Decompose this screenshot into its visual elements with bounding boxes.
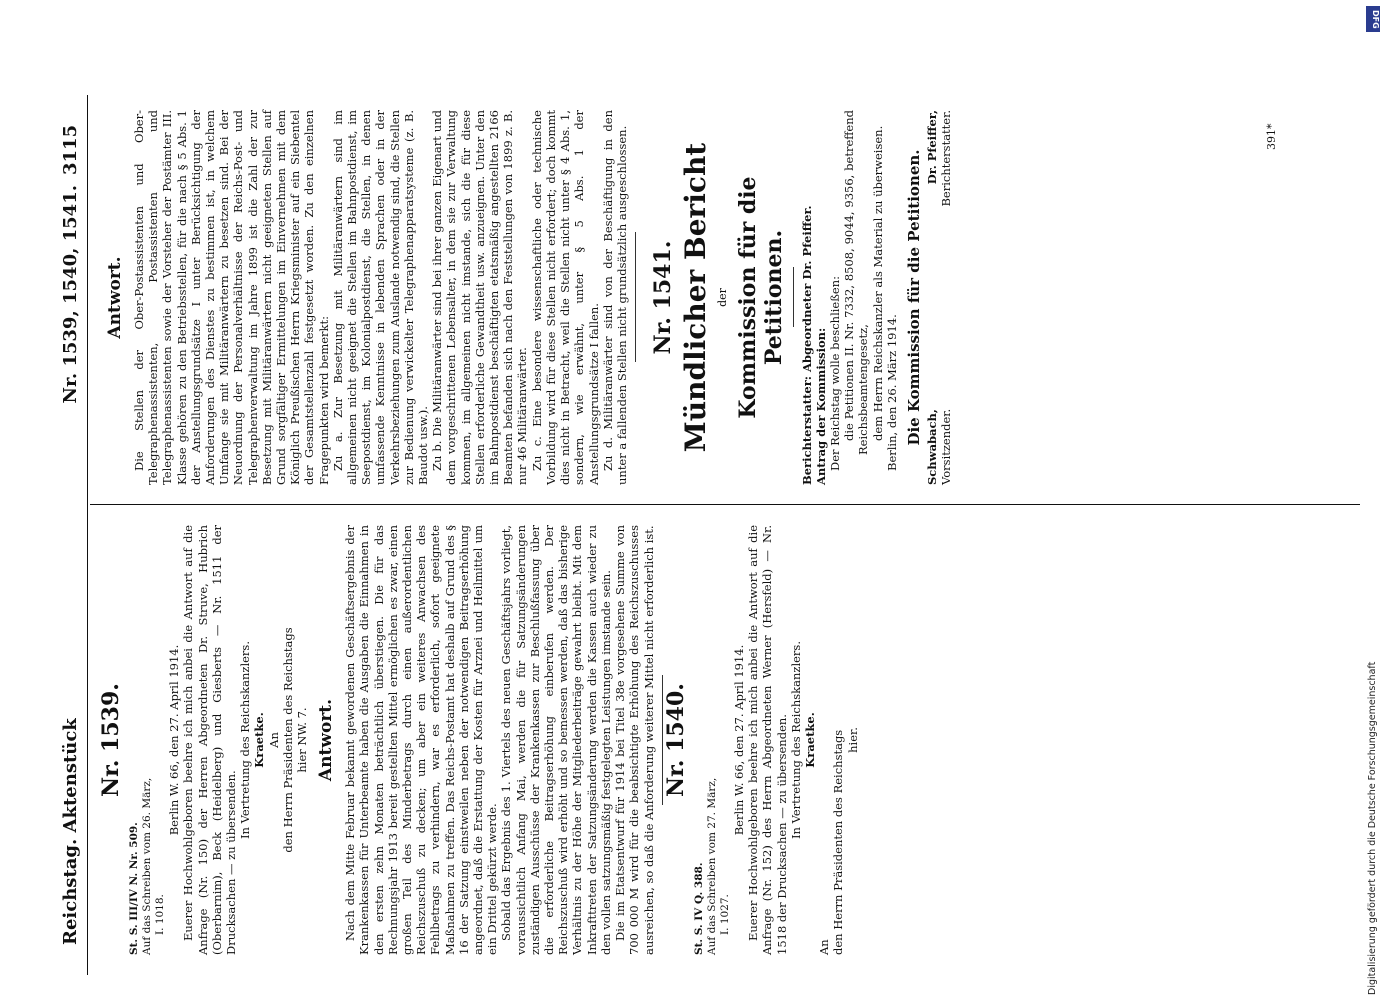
reporter-role: Berichterstatter. (939, 110, 954, 207)
doc-1540-ref: St. S. IV Q. 388. (692, 862, 705, 955)
doc-1541-date: Berlin, den 26. März 1914. (884, 314, 899, 471)
doc-1540-ref3: I. 1027. (718, 894, 731, 935)
doc-1539-answer-p1: Nach dem Mitte Februar bekannt gewordenen Geschäftsergebnis der Krankenkassen für Unterbeamte haben die Ausgaben die Einnahmen in den ersten zehn Monaten beträchtlich überstiegen. Die für das Rechnungsjahr 1913 bereit gestellten Mittel ermöglichen es zwar, einen großen Teil des Minderbetrags durch einen außerordentlichen Reichszuschuß zu decken; um aber ein weiteres Anwachsen des Fehlbetrags zu verhindern, war es erforderlich, sofort geeignete Maßnahmen zu treffen. Das Reichs-Postamt hat deshalb auf Grund des § 16 der Satzung einstweilen neben der notwendigen Beitragserhöhung angeordnet, daß die Erstattung der Kosten für Arznei und Heilmittel um ein Drittel gekürzt werde. (343, 525, 500, 955)
column-divider (90, 504, 1360, 505)
right-answer-p1: Die Stellen der Ober-Postassistenten und Ober-Telegraphenassistenten, Postassistenten und Telegraphenassistenten sowie der Vorsteher der Postämter III. Klasse gehören zu den Betriebsstellen, für die nach § 5 Abs. 1 der Anstellungsgrundsätze I unter Berücksichtigung der Anforderungen des Dienstes zu bestimmen ist, in welchem Umfange sie mit Militäranwärtern zu besetzen sind. Bei der Neuordnung der Personalverhältnisse der Reichs-Post- und Telegraphenverwaltung im Jahre 1899 ist die Zahl der zur Besetzung mit Militäranwärtern nicht geeigneten Stellen auf Grund sorgfältiger Ermittelungen im Einvernehmen mit dem Königlich Preußischen Herrn Kriegsminister auf ein Siebentel der Gesamtstellenzahl festgesetzt worden. Zu den einzelnen Fragepunkten wird bemerkt: (132, 110, 331, 485)
right-answer-p2: Zu a. Zur Besetzung mit Militäranwärtern sind im allgemeinen nicht geeignet die Stellen im Bahnpostdienst, im Seepostdienst, im Kolonialpostdienst, die Stellen, in denen umfassende Kenntnisse in lebenden Sprachen oder in der Verkehrsbeziehungen zum Auslande notwendig sind, die Stellen zur Bedienung verwickelter Telegraphenapparatsysteme (z. B. Baudot usw.). (330, 110, 431, 485)
short-rule (793, 268, 794, 328)
doc-1540-signer: Kraetke. (802, 712, 817, 768)
doc-1539-answer-title: Antwort. (316, 698, 337, 782)
doc-1539-date: Berlin W. 66, den 27. April 1914. (167, 644, 182, 836)
doc-1540-body: Euerer Hochwohlgeboren beehre ich mich anbei die Antwort auf die Anfrage (Nr. 152) des Herrn Abgeordneten Werner (Hersfeld) — Nr. 1518 der Drucksachen — zu übersenden. (746, 525, 789, 955)
dfg-logo: DFG (1366, 6, 1380, 32)
doc-1541-commission: Die Kommission für die Petitionen. (904, 149, 923, 446)
doc-1540-ref2: Auf das Schreiben vom 27. März, (705, 777, 718, 955)
doc-1539-to: An (266, 732, 281, 748)
right-column (98, 110, 954, 485)
doc-1539-number: Nr. 1539. (98, 683, 124, 797)
page-number: 3115 (60, 124, 81, 175)
doc-1541-title: Mündlicher Bericht (679, 142, 713, 453)
doc-1541-der: der (716, 288, 730, 307)
doc-1540-to: An (817, 939, 832, 955)
doc-1541-subtitle: Kommission für die Petitionen. (734, 176, 787, 419)
doc-1540-recipient: den Herrn Präsidenten des Reichstags (831, 729, 846, 955)
doc-1539-answer-p3: Die im Etatsentwurf für 1914 bei Titel 38e vorgesehene Summe von 700 000 M wird für die beabsichtigte Erhöhung des Reichszuschusses ausreichen, so daß die Anforderung weiterer Mittel nicht erforderlich ist. (613, 525, 656, 955)
doc-1541-motion-intro: Der Reichstag wolle beschließen: (827, 276, 842, 471)
doc-1539-answer-p2: Sobald das Ergebnis des 1. Viertels des neuen Geschäftsjahrs vorliegt, voraussichtlich Anfang Mai, werden die für Satzungsänderungen zuständigen Ausschüsse der Krankenkassen zur Beschlußfassung über die erforderliche Beitragserhöhung einberufen werden. Der Reichszuschuß wird erhöht und so bemessen werden, daß das bisherige Verhältnis zu der Höhe der Mitgliederbeiträge gewahrt bleibt. Mit dem Inkrafttreten der Satzungsänderung werden die Kassen auch wieder zu den vollen satzungsmäßig festgelegten Leistungen imstande sein. (499, 525, 613, 955)
digitization-note: Digitalisierung gefördert durch die Deutsche Forschungsgemeinschaft (1367, 661, 1378, 995)
doc-1541-motion-title: Antrag der Kommission: (813, 327, 828, 485)
doc-1540-date: Berlin W. 66, den 27. April 1914. (731, 644, 746, 836)
chair-role: Vorsitzender. (939, 408, 954, 485)
doc-1540-recipient2: hier. (845, 727, 860, 753)
doc-1539-ref3: I. 1018. (154, 894, 167, 935)
doc-1539-closing: In Vertretung des Reichskanzlers. (238, 641, 253, 839)
doc-1541-motion-body2: dem Herrn Reichskanzler als Material zu überweisen. (870, 125, 885, 441)
doc-1541-reporter: Berichterstatter: Abgeordneter Dr. Pfeiffer. (799, 205, 814, 485)
chair-name: Schwabach, (925, 409, 940, 485)
doc-1539-ref2: Auf das Schreiben vom 26. März, (141, 777, 154, 955)
header-rule (87, 95, 88, 975)
doc-1539-recipient: den Herrn Präsidenten des Reichstags (280, 627, 295, 853)
rotated-page-content (60, 95, 1360, 975)
separator-rule-right (635, 233, 636, 363)
reporter-name: Dr. Pfeiffer, (925, 110, 940, 185)
doc-1539-body: Euerer Hochwohlgeboren beehre ich mich anbei die Antwort auf die Anfrage (Nr. 150) der Herren Abgeordneten Dr. Struve, Hubrich (Oberbarnim), Beck (Heidelberg) und Giesberts — Nr. 1511 der Drucksachen — zu übersenden. (181, 525, 239, 955)
doc-1539-signer: Kraetke. (252, 712, 267, 768)
header-center: Nr. 1539, 1540, 1541. (60, 185, 81, 404)
reporter-block (925, 110, 953, 207)
right-answer-p5: Zu d. Militäranwärter sind von der Beschäftigung in den unter a fallenden Stellen nicht grundsätzlich ausgeschlossen. (600, 110, 629, 485)
doc-1539-ref: St. S. III/IV N. Nr. 509. (128, 822, 141, 955)
left-column (98, 525, 860, 955)
doc-1541-number: Nr. 1541. (650, 240, 677, 355)
signatures-row (925, 110, 953, 485)
right-answer-p3: Zu b. Die Militäranwärter sind bei ihrer ganzen Eigenart und dem vorgeschrittenen Lebensalter, in dem sie zur Verwaltung kommen, im allgemeinen nicht imstande, sich die für diese Stellen erforderliche Gewandtheit usw. anzueignen. Unter den im Bahnpostdienst beschäftigten etatsmäßig angestellten 2166 Beamten befanden sich nach den Feststellungen von 1899 z. B. nur 46 Militäranwärter. (430, 110, 530, 485)
chair-block (925, 409, 953, 485)
doc-1540-number: Nr. 1540. (662, 683, 689, 797)
doc-1539-recipient2: hier NW. 7. (295, 707, 310, 773)
right-answer-p4: Zu c. Eine besondere wissenschaftliche oder technische Vorbildung wird für diese Stellen nicht erfordert; doch kommt dies nicht in Betracht, weil die Stellen nicht unter § 4 Abs. 1, sondern, wie erwähnt, unter § 5 Abs. 1 der Anstellungsgrundsätze I fallen. (529, 110, 601, 485)
doc-1540-closing: In Vertretung des Reichskanzlers. (788, 641, 803, 839)
doc-1541-motion-body: die Petitionen II. Nr. 7332, 8508, 9044, 9356, betreffend Reichsbeamtengesetz, (842, 110, 871, 455)
right-answer-title: Antwort. (105, 256, 125, 339)
page-stamp: 391* (1265, 123, 1278, 150)
header-left: Reichstag. Aktenstück (60, 718, 81, 945)
